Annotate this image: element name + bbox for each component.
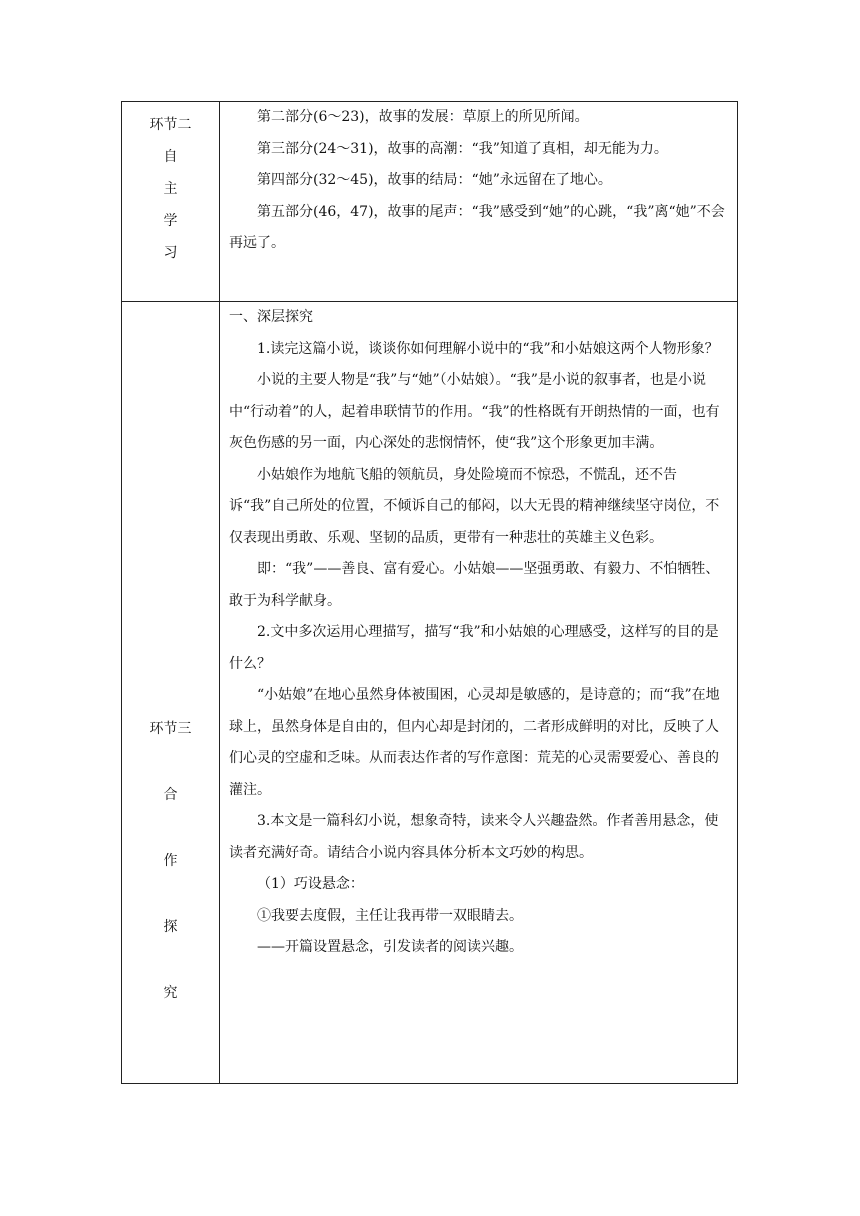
section2-label-line: 学 (163, 213, 178, 229)
subheading-suspense: （1）巧设悬念： (257, 876, 364, 892)
answer-1-paragraph: 小姑娘作为地航飞船的领航员，身处险境而不惊恐，不慌乱，还不告诉“我”自己所处的位置，不倾诉自己的郁闷，以大无畏的精神继续坚守岗位，不仅表现出勇敢、乐观、坚韧的品质，更带有一种悲壮的英雄主义色彩。 (229, 466, 720, 546)
question-1: 1.读完这篇小说，谈谈你如何理解小说中的“我”和小姑娘这两个人物形象？ (257, 340, 719, 357)
section3-label-line: 探 (163, 919, 178, 935)
section2-label-line: 习 (163, 245, 178, 261)
section2-row (122, 102, 738, 302)
section2-label-cell (122, 102, 220, 302)
answer-1-summary: 即：“我”——善良、富有爱心。小姑娘——坚强勇敢、有毅力、不怕牺牲、敢于为科学献身。 (229, 561, 720, 609)
section2-paragraph: 第四部分(32～45)，故事的结局：“她”永远留在了地心。 (257, 172, 612, 188)
answer-1-paragraph: 小说的主要人物是“我”与“她”（小姑娘）。“我”是小说的叙事者，也是小说中“行动着”的人，起着串联情节的作用。“我”的性格既有开朗热情的一面，也有灰色伤感的另一面，内心深处的悲悯情怀，使“我”这个形象更加丰满。 (229, 372, 720, 451)
section2-paragraph: 第三部分(24～31)，故事的高潮：“我”知道了真相，却无能为力。 (257, 140, 668, 157)
section3-content-cell (220, 302, 738, 1084)
list-item-note: ——开篇设置悬念，引发读者的阅读兴趣。 (257, 939, 523, 955)
section3-row (122, 302, 738, 1084)
section3-label-cell (122, 302, 220, 1084)
section2-content-cell (220, 102, 738, 302)
question-2: 2.文中多次运用心理描写，描写“我”和小姑娘的心理感受，这样写的目的是什么？ (229, 624, 719, 672)
section3-label-line: 究 (163, 985, 178, 1001)
section2-paragraph: 第五部分(46，47)，故事的尾声：“我”感受到“她”的心跳，“我”离“她”不会再远了。 (229, 203, 725, 251)
section3-label-line: 环节三 (149, 721, 192, 737)
list-item: ①我要去度假，主任让我再带一双眼睛去。 (257, 907, 523, 924)
section2-label-line: 自 (163, 149, 178, 165)
question-3: 3.本文是一篇科幻小说，想象奇特，读来令人兴趣盎然。作者善用悬念，使读者充满好奇。请结合小说内容具体分析本文巧妙的构思。 (229, 813, 719, 861)
section2-label-line: 环节二 (149, 117, 192, 133)
answer-2: “小姑娘”在地心虽然身体被围困，心灵却是敏感的，是诗意的；而“我”在地球上，虽然身体是自由的，但内心却是封闭的，二者形成鲜明的对比，反映了人们心灵的空虚和乏味。从而表达作者的写作意图：荒芜的心灵需要爱心、善良的灌注。 (229, 687, 720, 798)
section2-paragraph: 第二部分(6～23)，故事的发展：草原上的所见所闻。 (257, 109, 589, 125)
lesson-plan-table (121, 101, 738, 1084)
section-heading: 一、深层探究 (229, 309, 313, 325)
section3-label-line: 合 (163, 787, 178, 803)
section3-label-line: 作 (163, 853, 178, 869)
section2-label-line: 主 (163, 181, 178, 197)
